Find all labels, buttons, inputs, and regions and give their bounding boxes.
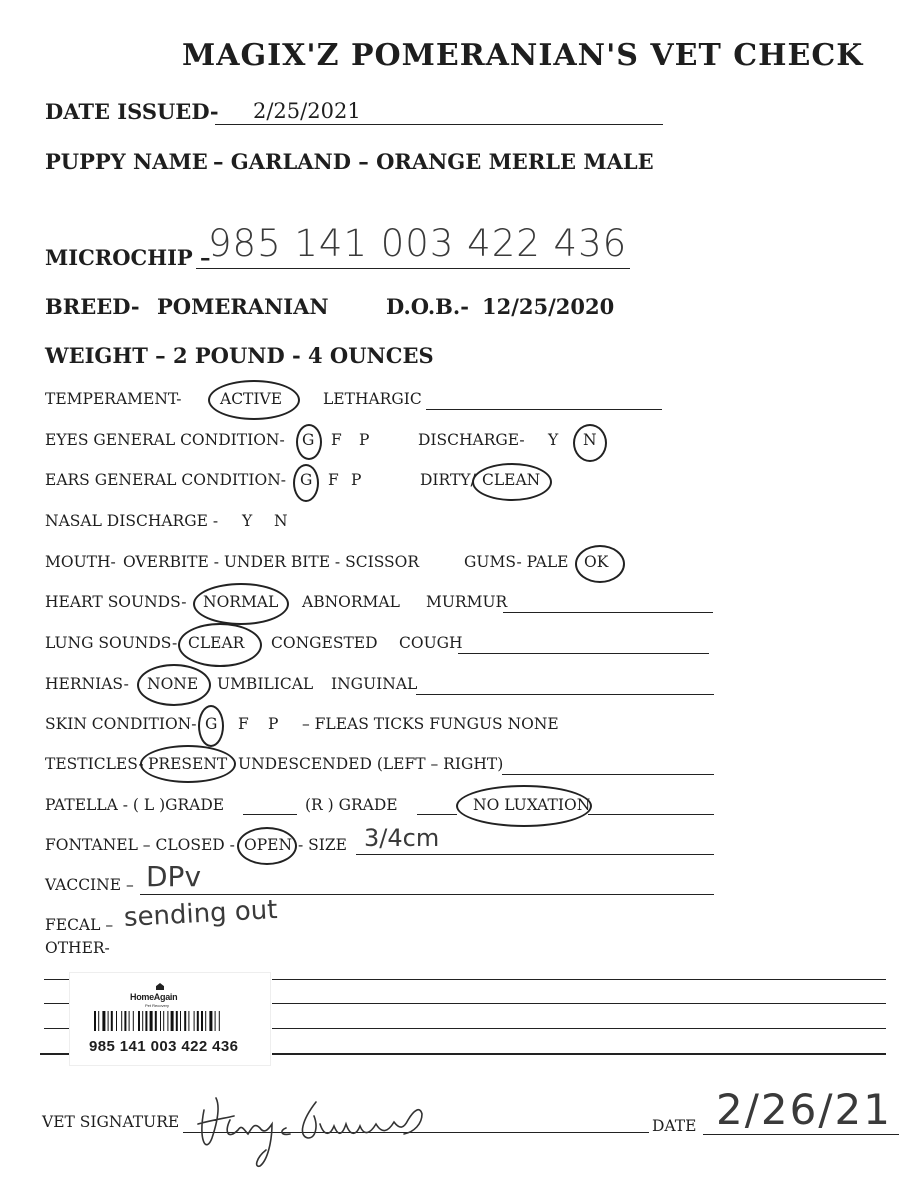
ears-label: EARS GENERAL CONDITION- bbox=[45, 471, 287, 489]
skin-p: P bbox=[268, 715, 279, 733]
fecal-label: FECAL – bbox=[45, 916, 114, 934]
eyes-f: F bbox=[331, 431, 342, 449]
other-line-3a bbox=[44, 1028, 72, 1029]
skin-label: SKIN CONDITION- bbox=[45, 715, 197, 733]
fecal-value: sending out bbox=[123, 894, 279, 933]
testicles-present-circle bbox=[140, 745, 236, 783]
nasal-n: N bbox=[274, 512, 288, 530]
dob-label: D.O.B.- bbox=[386, 294, 469, 319]
mouth-options: OVERBITE - UNDER BITE - SCISSOR bbox=[123, 553, 420, 571]
lung-clear: CLEAR bbox=[188, 634, 245, 652]
fontanel-open-circle bbox=[237, 827, 297, 865]
lung-clear-circle bbox=[178, 623, 262, 667]
lung-line bbox=[458, 653, 709, 654]
puppy-name-value: – GARLAND – ORANGE MERLE MALE bbox=[213, 149, 654, 174]
home-icon bbox=[156, 983, 164, 990]
hernias-none: NONE bbox=[147, 675, 199, 693]
nasal-y: Y bbox=[242, 512, 253, 530]
other-line-3 bbox=[272, 1028, 886, 1029]
other-line-4 bbox=[272, 1053, 886, 1055]
microchip-label: MICROCHIP – bbox=[45, 245, 211, 270]
nasal-label: NASAL DISCHARGE - bbox=[45, 512, 219, 530]
temperament-active: ACTIVE bbox=[220, 390, 283, 408]
skin-f: F bbox=[238, 715, 249, 733]
testicles-options: UNDESCENDED (LEFT – RIGHT) bbox=[238, 755, 504, 773]
patella-line bbox=[588, 814, 714, 815]
fontanel-line bbox=[356, 854, 714, 855]
temperament-lethargic: LETHARGIC bbox=[323, 390, 422, 408]
heart-abnormal: ABNORMAL bbox=[302, 593, 400, 611]
patella-l-line bbox=[243, 814, 297, 815]
hernias-label: HERNIAS- bbox=[45, 675, 129, 693]
vaccine-line bbox=[140, 894, 714, 895]
patella-r-line bbox=[417, 814, 457, 815]
fontanel-size-label: - SIZE bbox=[298, 836, 347, 854]
breed-value: POMERANIAN bbox=[157, 294, 329, 319]
eyes-g-circle bbox=[296, 424, 322, 460]
lung-cough: COUGH bbox=[399, 634, 463, 652]
heart-murmur: MURMUR bbox=[426, 593, 508, 611]
patella-no-luxation: NO LUXATION bbox=[473, 796, 591, 814]
date-value: 2/26/21 bbox=[716, 1085, 892, 1134]
date-label: DATE bbox=[652, 1117, 697, 1135]
temperament-active-circle bbox=[208, 380, 300, 420]
date-issued-line bbox=[215, 124, 663, 125]
sticker-number: 985 141 003 422 436 bbox=[89, 1038, 239, 1055]
eyes-discharge-label: DISCHARGE- bbox=[418, 431, 525, 449]
testicles-present: PRESENT bbox=[148, 755, 228, 773]
eyes-discharge-y: Y bbox=[548, 431, 559, 449]
mouth-label: MOUTH- bbox=[45, 553, 116, 571]
other-label: OTHER- bbox=[45, 939, 110, 957]
skin-g: G bbox=[205, 715, 218, 733]
sticker-brand-sub: Pet Recovery bbox=[145, 1003, 170, 1008]
ears-g: G bbox=[300, 471, 313, 489]
breed-label: BREED- bbox=[45, 294, 140, 319]
hernias-none-circle bbox=[137, 664, 211, 706]
patella-label: PATELLA - ( L )GRADE bbox=[45, 796, 225, 814]
hernias-line bbox=[416, 694, 714, 695]
other-line-4a bbox=[40, 1053, 72, 1055]
vet-signature-label: VET SIGNATURE bbox=[42, 1113, 180, 1131]
patella-r-label: (R ) GRADE bbox=[305, 796, 398, 814]
eyes-label: EYES GENERAL CONDITION- bbox=[45, 431, 285, 449]
hernias-inguinal: INGUINAL bbox=[331, 675, 418, 693]
gums-label: GUMS- PALE bbox=[464, 553, 569, 571]
eyes-g: G bbox=[302, 431, 315, 449]
sticker-brand: HomeAgain bbox=[130, 992, 178, 1002]
temperament-label: TEMPERAMENT- bbox=[45, 390, 182, 408]
vet-signature bbox=[190, 1080, 430, 1174]
fontanel-size-value: 3/4cm bbox=[364, 824, 440, 852]
ears-clean-circle bbox=[472, 463, 552, 501]
skin-options: – FLEAS TICKS FUNGUS NONE bbox=[302, 715, 559, 733]
other-line-2 bbox=[272, 1003, 886, 1004]
barcode bbox=[94, 1011, 254, 1033]
temperament-line bbox=[426, 409, 662, 410]
heart-normal: NORMAL bbox=[203, 593, 279, 611]
eyes-discharge-n: N bbox=[583, 431, 597, 449]
microchip-line bbox=[196, 268, 630, 269]
eyes-discharge-n-circle bbox=[573, 424, 607, 462]
puppy-name-label: PUPPY NAME bbox=[45, 149, 208, 174]
lung-label: LUNG SOUNDS- bbox=[45, 634, 178, 652]
hernias-umbilical: UMBILICAL bbox=[217, 675, 314, 693]
date-issued-value: 2/25/2021 bbox=[253, 99, 361, 123]
gums-ok-circle bbox=[575, 545, 625, 583]
testicles-label: TESTICLES- bbox=[45, 755, 144, 773]
vaccine-value: DPv bbox=[146, 860, 202, 893]
heart-line bbox=[503, 612, 713, 613]
ears-clean: CLEAN bbox=[482, 471, 541, 489]
ears-p: P bbox=[351, 471, 362, 489]
other-line-2a bbox=[44, 1003, 72, 1004]
fontanel-label: FONTANEL – CLOSED - bbox=[45, 836, 235, 854]
weight-text: WEIGHT – 2 POUND - 4 OUNCES bbox=[45, 343, 434, 368]
ears-f: F bbox=[328, 471, 339, 489]
eyes-p: P bbox=[359, 431, 370, 449]
ears-g-circle bbox=[293, 464, 319, 502]
heart-label: HEART SOUNDS- bbox=[45, 593, 187, 611]
date-line bbox=[703, 1134, 899, 1135]
vaccine-label: VACCINE – bbox=[45, 876, 134, 894]
skin-g-circle bbox=[198, 705, 224, 747]
microchip-sticker bbox=[69, 972, 271, 1066]
other-line-1 bbox=[272, 979, 886, 980]
other-line-1a bbox=[44, 979, 72, 980]
ears-dirty: DIRTY/ bbox=[420, 471, 476, 489]
testicles-line bbox=[502, 774, 714, 775]
microchip-value: 985 141 003 422 436 bbox=[208, 222, 628, 265]
dob-value: 12/25/2020 bbox=[482, 294, 615, 319]
patella-no-luxation-circle bbox=[456, 785, 592, 827]
heart-normal-circle bbox=[193, 583, 289, 625]
gums-ok: OK bbox=[584, 553, 609, 571]
fontanel-open: OPEN bbox=[244, 836, 293, 854]
date-issued-label: DATE ISSUED- bbox=[45, 99, 219, 124]
page-title: MAGIX'Z POMERANIAN'S VET CHECK bbox=[182, 38, 864, 73]
lung-congested: CONGESTED bbox=[271, 634, 378, 652]
